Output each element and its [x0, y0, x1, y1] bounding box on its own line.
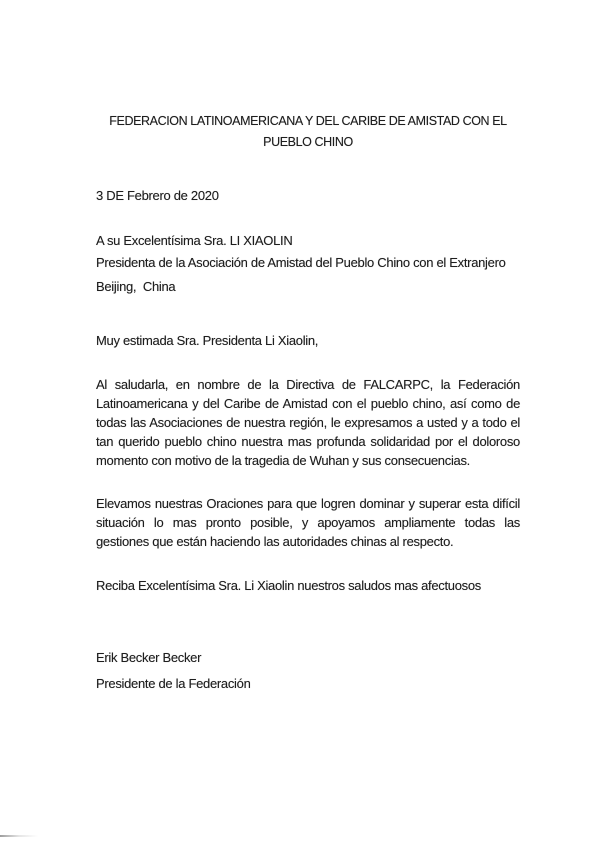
scan-artifact-line: [0, 835, 38, 837]
letter-title-line1: FEDERACION LATINOAMERICANA Y DEL CARIBE DE AMISTAD CON EL: [109, 114, 507, 128]
salutation: Muy estimada Sra. Presidenta Li Xiaolin,: [96, 333, 319, 348]
letter-title: [96, 111, 520, 153]
body-paragraph-1: Al saludarla, en nombre de la Directiva de FALCARPC, la Federación Latinoamericana y del Caribe de Amistad con el pueblo chino, así como de todas las Asociaciones de nuestra región, le expresamos a usted y a todo el tan querido pueblo chino nuestra mas profunda solidaridad por el doloroso momento con motivo de la tragedia de Wuhan y sus consecuencias.: [96, 377, 520, 468]
closing-line: Reciba Excelentísima Sra. Li Xiaolin nuestros saludos mas afectuosos: [96, 578, 481, 593]
recipient-location: Beijing, China: [96, 279, 176, 294]
signature-name: Erik Becker Becker: [96, 650, 202, 665]
letter-title-line2: PUEBLO CHINO: [263, 135, 353, 149]
letter-date: 3 DE Febrero de 2020: [96, 188, 219, 203]
recipient-title: Presidenta de la Asociación de Amistad del Pueblo Chino con el Extranjero: [96, 255, 506, 270]
body-paragraph-2: Elevamos nuestras Oraciones para que logren dominar y superar esta difícil situación lo mas pronto posible, y apoyamos ampliamente todas las gestiones que están haciendo las autoridades chinas al respecto.: [96, 496, 520, 549]
recipient-name: A su Excelentísima Sra. LI XIAOLIN: [96, 233, 293, 248]
signature-title: Presidente de la Federación: [96, 676, 251, 691]
letter-content: [96, 0, 520, 849]
